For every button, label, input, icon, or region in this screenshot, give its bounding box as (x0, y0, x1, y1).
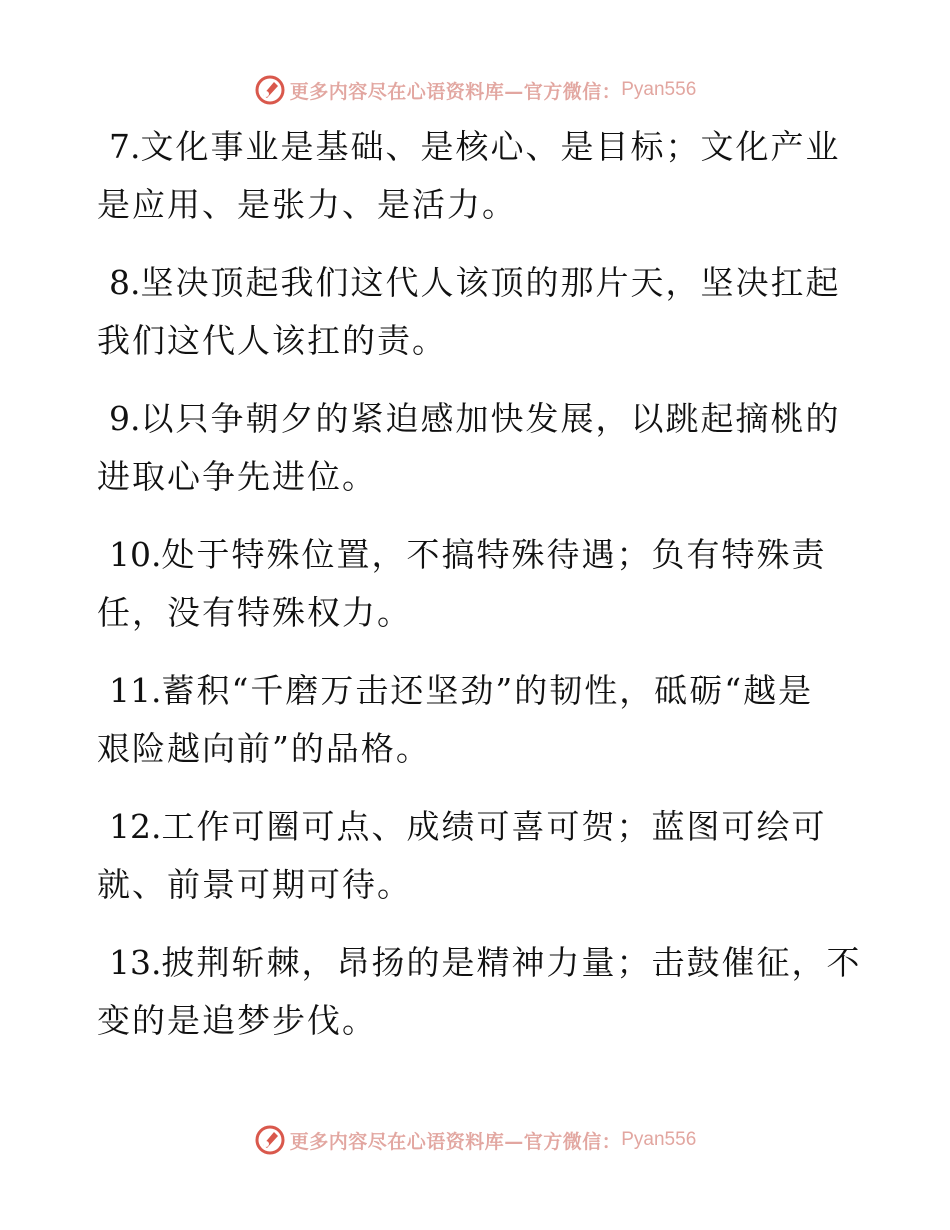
item-number: 8. (109, 263, 141, 302)
header-wechat-id: Pyan556 (621, 79, 697, 100)
item-line-2: 进取心争先进位。 (97, 457, 377, 496)
list-item (97, 526, 857, 642)
item-line-1: 蓄积“千磨万击还坚劲”的韧性，砥砺“越是 (161, 671, 814, 710)
item-number: 13. (109, 943, 162, 982)
footer-banner (0, 1120, 950, 1160)
item-number: 7. (109, 127, 141, 166)
item-line-2: 任，没有特殊权力。 (97, 593, 412, 632)
item-line-2: 是应用、是张力、是活力。 (97, 185, 517, 224)
red-circle-logo-icon (254, 1124, 286, 1156)
item-line-1: 以只争朝夕的紧迫感加快发展，以跳起摘桃的 (140, 399, 841, 438)
item-line-2: 变的是追梦步伐。 (97, 1001, 377, 1040)
item-number: 9. (109, 399, 141, 438)
item-line-1: 披荆斩棘，昂扬的是精神力量；击鼓催征，不 (161, 943, 862, 982)
list-item (97, 390, 857, 506)
list-item (97, 798, 857, 914)
list-item (97, 662, 857, 778)
item-line-1: 文化事业是基础、是核心、是目标；文化产业 (140, 127, 841, 166)
item-line-2: 艰险越向前”的品格。 (97, 729, 431, 768)
footer-wechat-id: Pyan556 (621, 1129, 697, 1150)
item-line-2: 我们这代人该扛的责。 (97, 321, 447, 360)
header-banner (0, 70, 950, 110)
list-item (97, 934, 862, 1050)
item-line-1: 工作可圈可点、成绩可喜可贺；蓝图可绘可 (161, 807, 827, 846)
item-number: 10. (109, 535, 162, 574)
item-number: 11. (109, 671, 162, 710)
red-circle-logo-icon (254, 74, 286, 106)
list-item (97, 254, 857, 370)
item-line-1: 坚决顶起我们这代人该顶的那片天，坚决扛起 (140, 263, 841, 302)
quote-list (97, 118, 862, 1070)
item-line-2: 就、前景可期可待。 (97, 865, 412, 904)
item-line-1: 处于特殊位置，不搞特殊待遇；负有特殊责 (161, 535, 827, 574)
item-number: 12. (109, 807, 162, 846)
header-promo-text: 更多内容尽在心语资料库—官方微信： (289, 80, 622, 103)
footer-promo-text: 更多内容尽在心语资料库—官方微信： (289, 1130, 622, 1153)
list-item (97, 118, 857, 234)
